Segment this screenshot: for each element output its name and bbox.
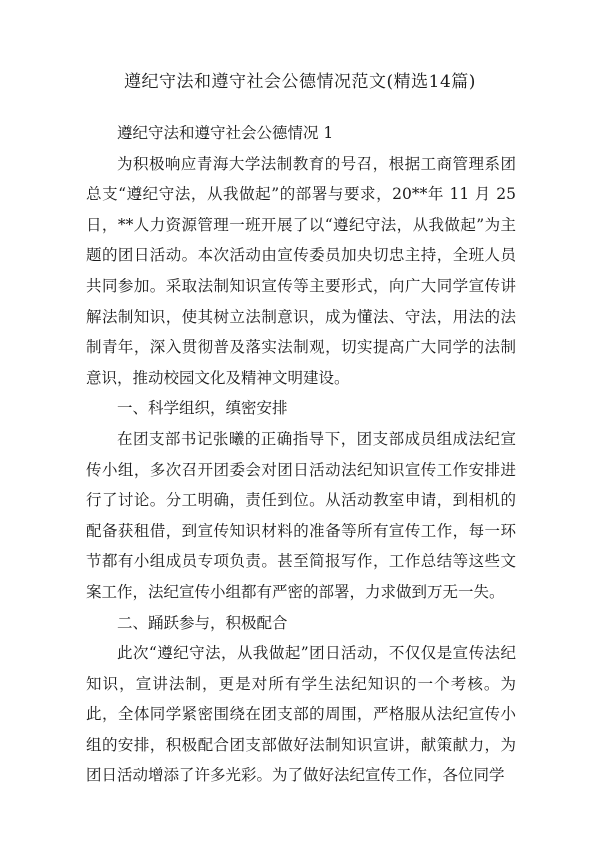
document-body bbox=[86, 118, 516, 791]
subheading: 一、科学组织，缜密安排 bbox=[117, 399, 288, 418]
document-title: 遵纪守法和遵守社会公德情况范文(精选14篇) bbox=[124, 72, 476, 92]
section-title: 遵纪守法和遵守社会公德情况 1 bbox=[117, 124, 334, 142]
body-paragraph: 此次“遵纪守法，从我做起”团日活动，不仅仅是宣传法纪知识，宣讲法制，更是对所有学生法纪知识的一个考核。为此，全体同学紧密围绕在团支部的周围，严格服从法纪宣传小组的安排，积极配合团支部做好法制知识宣讲，献策献力，为团日活动增添了许多光彩。为了做好法纪宣传工作，各位同学 bbox=[86, 644, 516, 785]
body-paragraph: 为积极响应青海大学法制教育的号召，根据工商管理系团总支“遵纪守法，从我做起”的部署与要求，20**年 11 月 25 日，**人力资源管理一班开展了以“遵纪守法，从我做起”为主题的团日活动。本次活动由宣传委员加央切忠主持，全班人员共同参加。采取法制知识宣传等主要形式，向广大同学宣传讲解法制知识，使其树立法制意识，成为懂法、守法，用法的法制青年，深入贯彻普及落实法制观，切实提高广大同学的法制意识，推动校园文化及精神文明建设。 bbox=[86, 154, 516, 387]
subheading: 二、踊跃参与，积极配合 bbox=[117, 613, 288, 632]
body-paragraph: 在团支部书记张曦的正确指导下，团支部成员组成法纪宣传小组，多次召开团委会对团日活动法纪知识宣传工作安排进行了讨论。分工明确，责任到位。从活动教室申请，到相机的配备获租借，到宣传知识材料的准备等所有宣传工作，每一环节都有小组成员专项负责。甚至简报写作，工作总结等这些文案工作，法纪宣传小组都有严密的部署，力求做到万无一失。 bbox=[86, 429, 516, 601]
